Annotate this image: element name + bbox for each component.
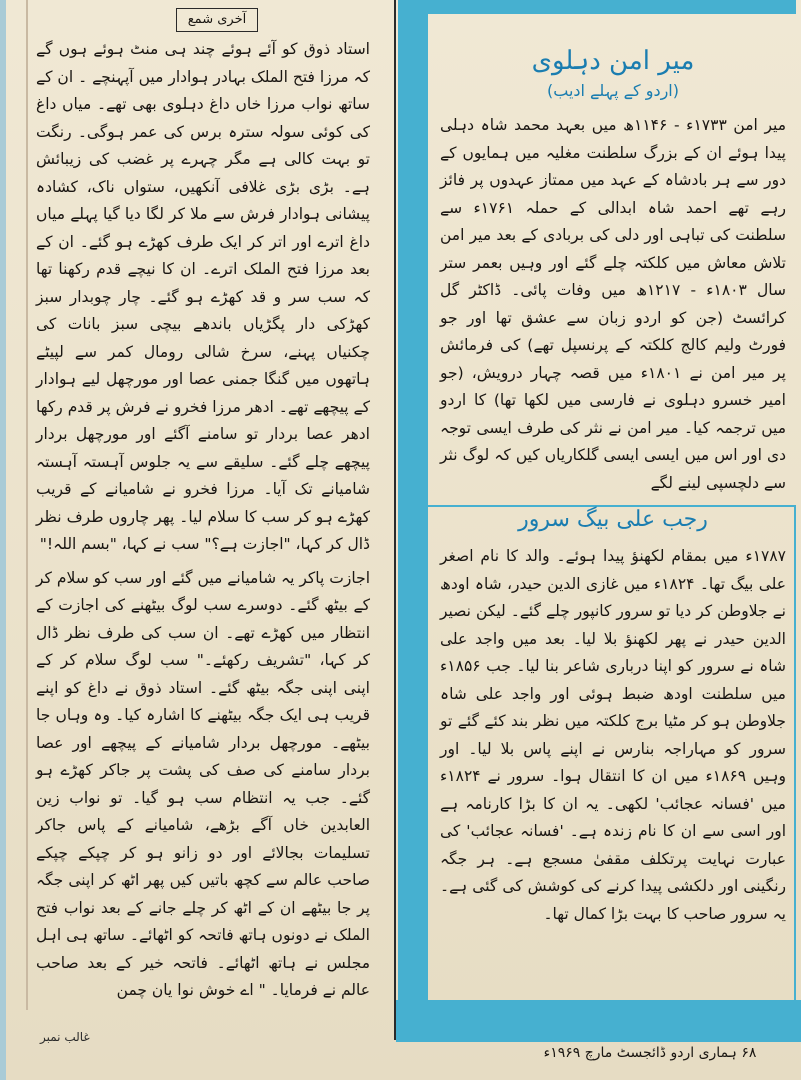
article-title: میر امن دہلوی bbox=[531, 46, 695, 76]
right-paragraph: میر امن ۱۷۳۳ء - ۱۱۴۶ھ میں بعہد محمد شاہ دہلی پیدا ہوئے ان کے بزرگ سلطنت مغلیہ میں ہمایوں کے دور سے ہر بادشاہ کے عہد میں ممتاز عہدوں پر فائز رہے تھے احمد شاہ ابدالی کے حملہ ۱۷۶۱ء سے سلطنت کی تباہی اور دلی کی بربادی کے بعد میر امن تلاش معاش میں کلکتہ چلے گئے اور وہیں بعمر ستر سال ۱۸۰۳ء - ۱۲۱۷ھ میں وفات پائی۔ ڈاکٹر گل کرائسٹ (جن کو اردو زبان سے عشق تھا اور جو فورٹ ولیم کالج کلکتہ کے پرنسپل تھے) کی فرمائش پر میر امن نے ۱۸۰۱ء میں قصہ چہار درویش، (جو امیر خسرو دہلوی نے فارسی میں لکھا تھا) کا اردو میں ترجمہ کیا۔ میر امن نے نثر کی طرف ایسی توجہ دی اور اس میں ایسی ایسی گلکاریاں کیں کہ لوگ نثر سے دلچسپی لینے لگے bbox=[440, 116, 787, 492]
article-tag: آخری شمع bbox=[176, 8, 258, 32]
left-margin-rule bbox=[26, 0, 28, 1010]
right-article-body bbox=[440, 112, 786, 497]
left-paragraph: اجازت پاکر یہ شامیانے میں گئے اور سب کو سلام کر کے بیٹھ گئے۔ دوسرے سب لوگ بیٹھنے کی اجازت کے انتظار میں کھڑے تھے۔ ان سب کی طرف نظر ڈال کر کہا، "تشریف رکھئے۔" سب لوگ سلام کر کے اپنی اپنی جگہ بیٹھ گئے۔ استاد ذوق نے داغ کو اپنے قریب ہی ایک جگہ بیٹھنے کا اشارہ کیا۔ وہ وہاں جا بیٹھے۔ مورچھل بردار شامیانے کے پیچھے اور عصا بردار سامنے کی صف کی پشت پر جاکر کھڑے ہو گئے۔ جب یہ انتظام سب ہو گیا۔ تو نواب زین العابدین خاں آگے بڑھے، شامیانے کے پاس جاکر تسلیمات بجالائے اور دو زانو ہو کر چپکے چپکے صاحب عالم سے کچھ باتیں کیں پھر اٹھ کر اپنی جگہ پر جا بیٹھے ان کے اٹھ کر چلے جانے کے بعد نواب فتح الملک نے دونوں ہاتھ فاتحہ کو اٹھائے۔ ساتھ ہی اہل مجلس نے ہاتھ اٹھائے۔ فاتحہ خیر کے بعد صاحب عالم نے فرمایا۔ " اے خوش نوا یان چمن bbox=[36, 568, 370, 999]
left-edge-strip bbox=[0, 0, 6, 1080]
section-body bbox=[440, 543, 786, 928]
column-divider bbox=[394, 0, 396, 1040]
section-paragraph: ۱۷۸۷ء میں بمقام لکھنؤ پیدا ہوئے۔ والد کا نام اصغر علی بیگ تھا۔ ۱۸۲۴ء میں غازی الدین حیدر، شاہ اودھ نے جلاوطن کر دیا تو سرور کانپور چلے گئے۔ لیکن نصیر الدین حیدر نے پھر لکھنؤ بلا لیا۔ بعد میں واجد علی شاہ نے سرور کو اپنا درباری شاعر بنا لیا۔ جب ۱۸۵۶ء میں سلطنت اودھ ضبط ہوئی اور واجد علی شاہ جلاوطن ہو کر مٹیا برج کلکتہ میں نظر بند کئے گئے تو سرور کو مہاراجہ بنارس نے اپنے پاس بلا لیا۔ اور وہیں ۱۸۶۹ء میں ان کا انتقال ہوا۔ سرور نے ۱۸۲۴ء میں 'فسانہ عجائب' لکھی۔ یہ ان کا بڑا کارنامہ ہے اور اسی سے ان کا نام زندہ ہے۔ 'فسانہ عجائب' کی عبارت نہایت پرتکلف مقفیٰ مسجع ہے۔ ہر جگہ رنگینی اور دلکشی پیدا کرنے کی کوشش کی گئی ہے۔ یہ سرور صاحب کا بہت بڑا کمال تھا۔ bbox=[440, 547, 786, 923]
left-column bbox=[30, 0, 382, 1020]
section-title: رجب علی بیگ سرور bbox=[518, 507, 708, 532]
left-article-body bbox=[36, 36, 370, 1005]
right-column bbox=[432, 0, 796, 1020]
left-paragraph: استاد ذوق کو آئے ہوئے چند ہی منٹ ہوئے ہوں گے کہ مرزا فتح الملک بہادر ہوادار میں آپہنچے ۔ ان کے ساتھ نواب مرزا خاں داغ دہلوی بھی تھے۔ میاں داغ کی کوئی سولہ سترہ برس کی عمر ہوگی۔ رنگت تو بہت کالی ہے مگر چہرے پر غضب کی زیبائش ہے۔ بڑی بڑی غلافی آنکھیں، ستواں ناک، کشادہ پیشانی ہوادار فرش سے ملا کر لگا دیا گیا پہلے میاں داغ اترے اور اتر کر ایک طرف کھڑے ہو گئے۔ ان کے بعد مرزا فتح الملک اترے۔ ان کا نیچے قدم رکھنا تھا کہ سب سر و قد کھڑے ہو گئے۔ چار چوبدار سبز کھڑکی دار پگڑیاں باندھے بیچی سبز بانات کی چکنیاں پہنے، سرخ شالی رومال کمر سے لپیٹے ہاتھوں میں گنگا جمنی عصا اور مورچھل لیے ہوادار کے پیچھے تھے۔ ادھر مرزا فخرو نے فرش پر قدم رکھا ادھر عصا بردار تو سامنے آگئے اور مورچھل بردار پیچھے چلے گئے۔ سلیقے سے یہ جلوس آہستہ آہستہ شامیانے تک آیا۔ مرزا فخرو نے شامیانے کے قریب کھڑے ہو کر سب کا سلام لیا۔ پھر چاروں طرف نظر ڈال کر کہا، "اجازت ہے؟" سب نے کہا، "بسم اللہ!" bbox=[36, 40, 370, 553]
article-subtitle: (اردو کے پہلے ادیب) bbox=[546, 81, 679, 100]
signature-note: غالب نمبر bbox=[40, 1030, 90, 1044]
page-footer: ۶۸ ہماری اردو ڈائجسٹ مارچ ۱۹۶۹ء bbox=[543, 1045, 757, 1061]
